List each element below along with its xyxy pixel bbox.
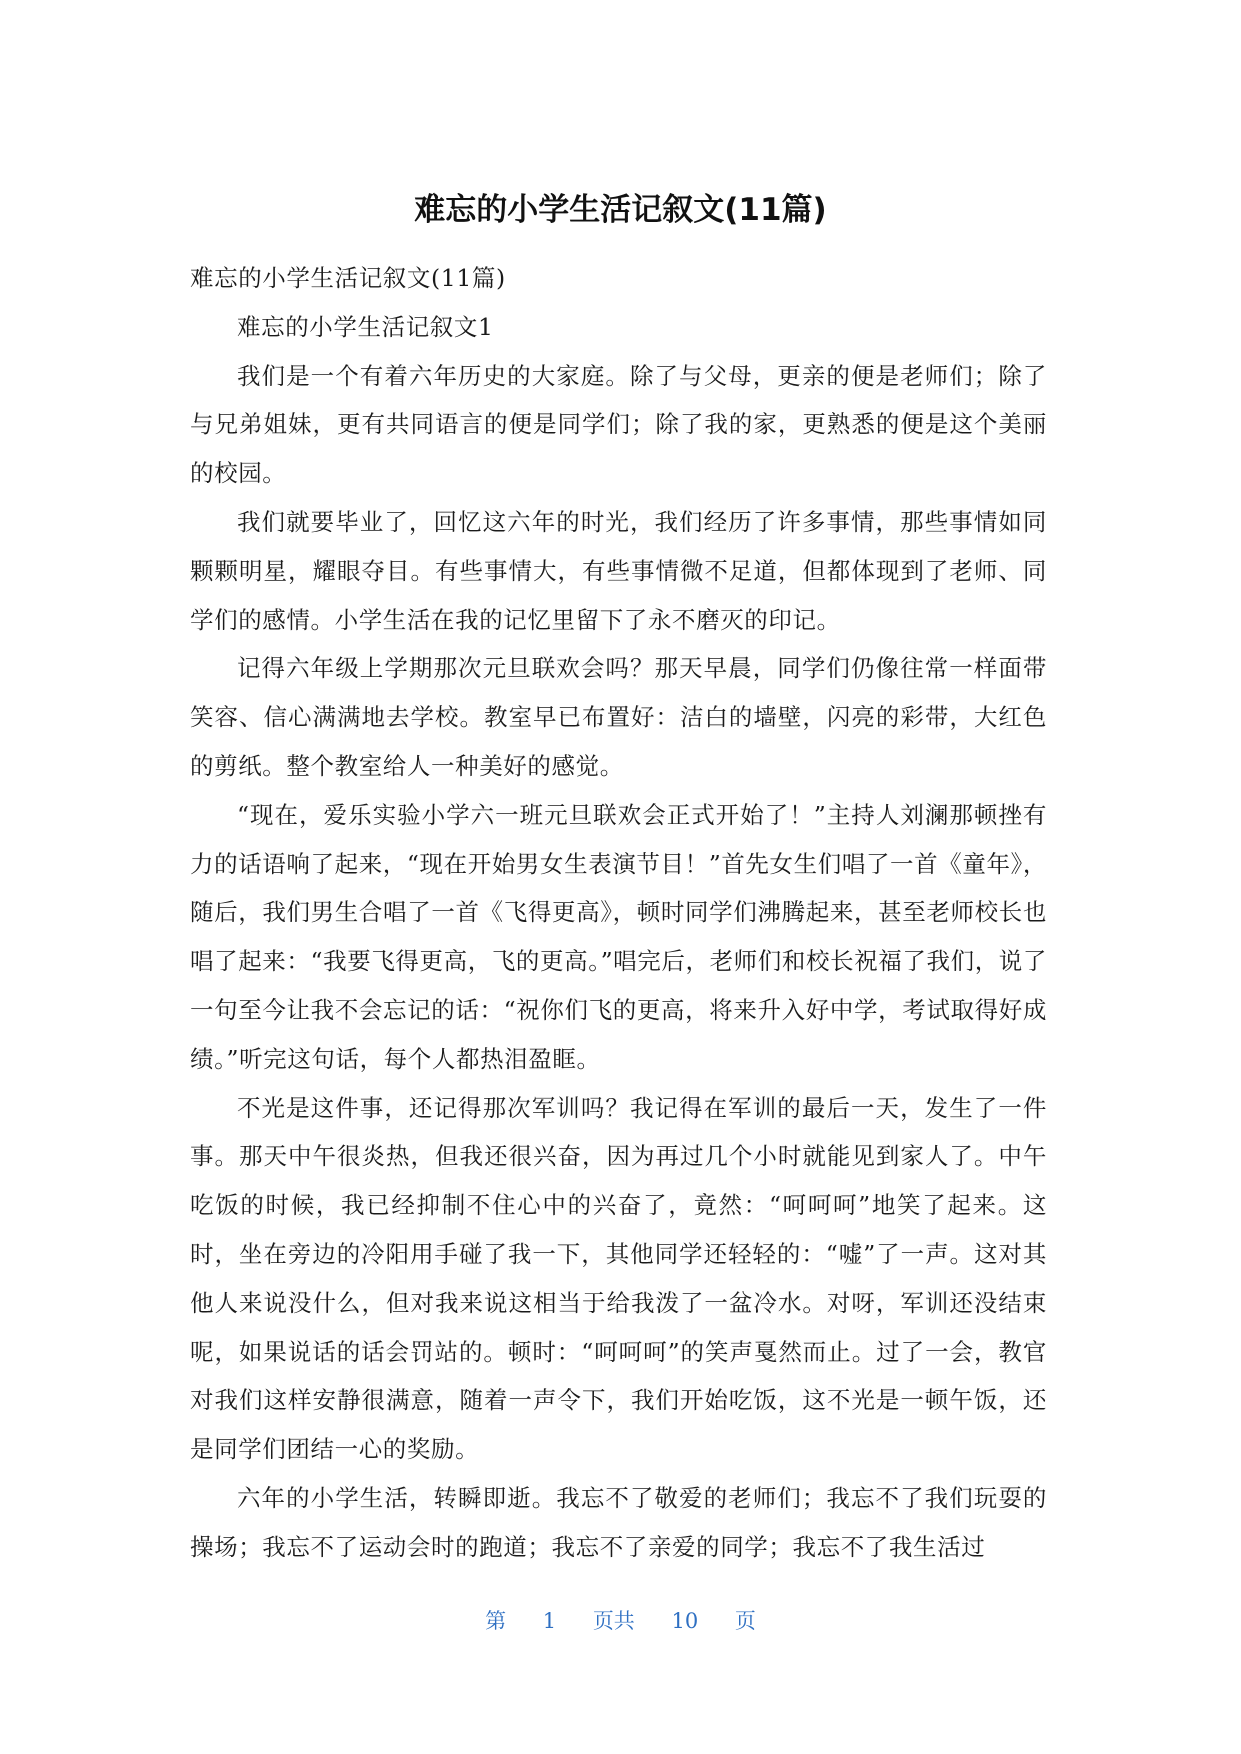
document-title: 难忘的小学生活记叙文(11篇)	[414, 192, 827, 228]
footer-page-number: 1	[542, 1609, 557, 1633]
paragraph-4: “现在，爱乐实验小学六一班元旦联欢会正式开始了！”主持人刘澜那顿挫有力的话语响了起来，“现在开始男女生表演节目！”首先女生们唱了一首《童年》，随后，我们男生合唱了一首《飞得更高》，顿时同学们沸腾起来，甚至老师校长也唱了起来：“我要飞得更高，飞的更高。”唱完后，老师们和校长祝福了我们，说了一句至今让我不会忘记的话：“祝你们飞的更高，将来升入好中学，考试取得好成绩。”听完这句话，每个人都热泪盈眶。	[190, 800, 1047, 1073]
document-body	[190, 254, 1047, 1572]
paragraph-3: 记得六年级上学期那次元旦联欢会吗？那天早晨，同学们仍像往常一样面带笑容、信心满满地去学校。教室早已布置好：洁白的墙壁，闪亮的彩带，大红色的剪纸。整个教室给人一种美好的感觉。	[190, 654, 1047, 780]
section-heading: 难忘的小学生活记叙文1	[237, 312, 494, 341]
footer-prefix: 第	[485, 1609, 507, 1633]
footer-middle: 页共	[592, 1609, 635, 1633]
footer-total-pages: 10	[671, 1609, 699, 1633]
paragraph-6: 六年的小学生活，转瞬即逝。我忘不了敬爱的老师们；我忘不了我们玩耍的操场；我忘不了运动会时的跑道；我忘不了亲爱的同学；我忘不了我生活过	[190, 1483, 1047, 1561]
paragraph-5: 不光是这件事，还记得那次军训吗？我记得在军训的最后一天，发生了一件事。那天中午很炎热，但我还很兴奋，因为再过几个小时就能见到家人了。中午吃饭的时候，我已经抑制不住心中的兴奋了，竟然：“呵呵呵”地笑了起来。这时，坐在旁边的冷阳用手碰了我一下，其他同学还轻轻的：“嘘”了一声。这对其他人来说没什么，但对我来说这相当于给我泼了一盆冷水。对呀，军训还没结束呢，如果说话的话会罚站的。顿时：“呵呵呵”的笑声戛然而止。过了一会，教官对我们这样安静很满意，随着一声令下，我们开始吃饭，这不光是一顿午饭，还是同学们团结一心的奖励。	[190, 1093, 1047, 1464]
footer-suffix: 页	[734, 1609, 756, 1633]
paragraph-1: 我们是一个有着六年历史的大家庭。除了与父母，更亲的便是老师们；除了与兄弟姐妹，更有共同语言的便是同学们；除了我的家，更熟悉的便是这个美丽的校园。	[190, 361, 1047, 488]
document-subtitle: 难忘的小学生活记叙文(11篇)	[190, 264, 506, 292]
page-footer	[0, 1606, 1241, 1636]
paragraph-2: 我们就要毕业了，回忆这六年的时光，我们经历了许多事情，那些事情如同颗颗明星，耀眼夺目。有些事情大，有些事情微不足道，但都体现到了老师、同学们的感情。小学生活在我的记忆里留下了永不磨灭的印记。	[190, 507, 1047, 634]
